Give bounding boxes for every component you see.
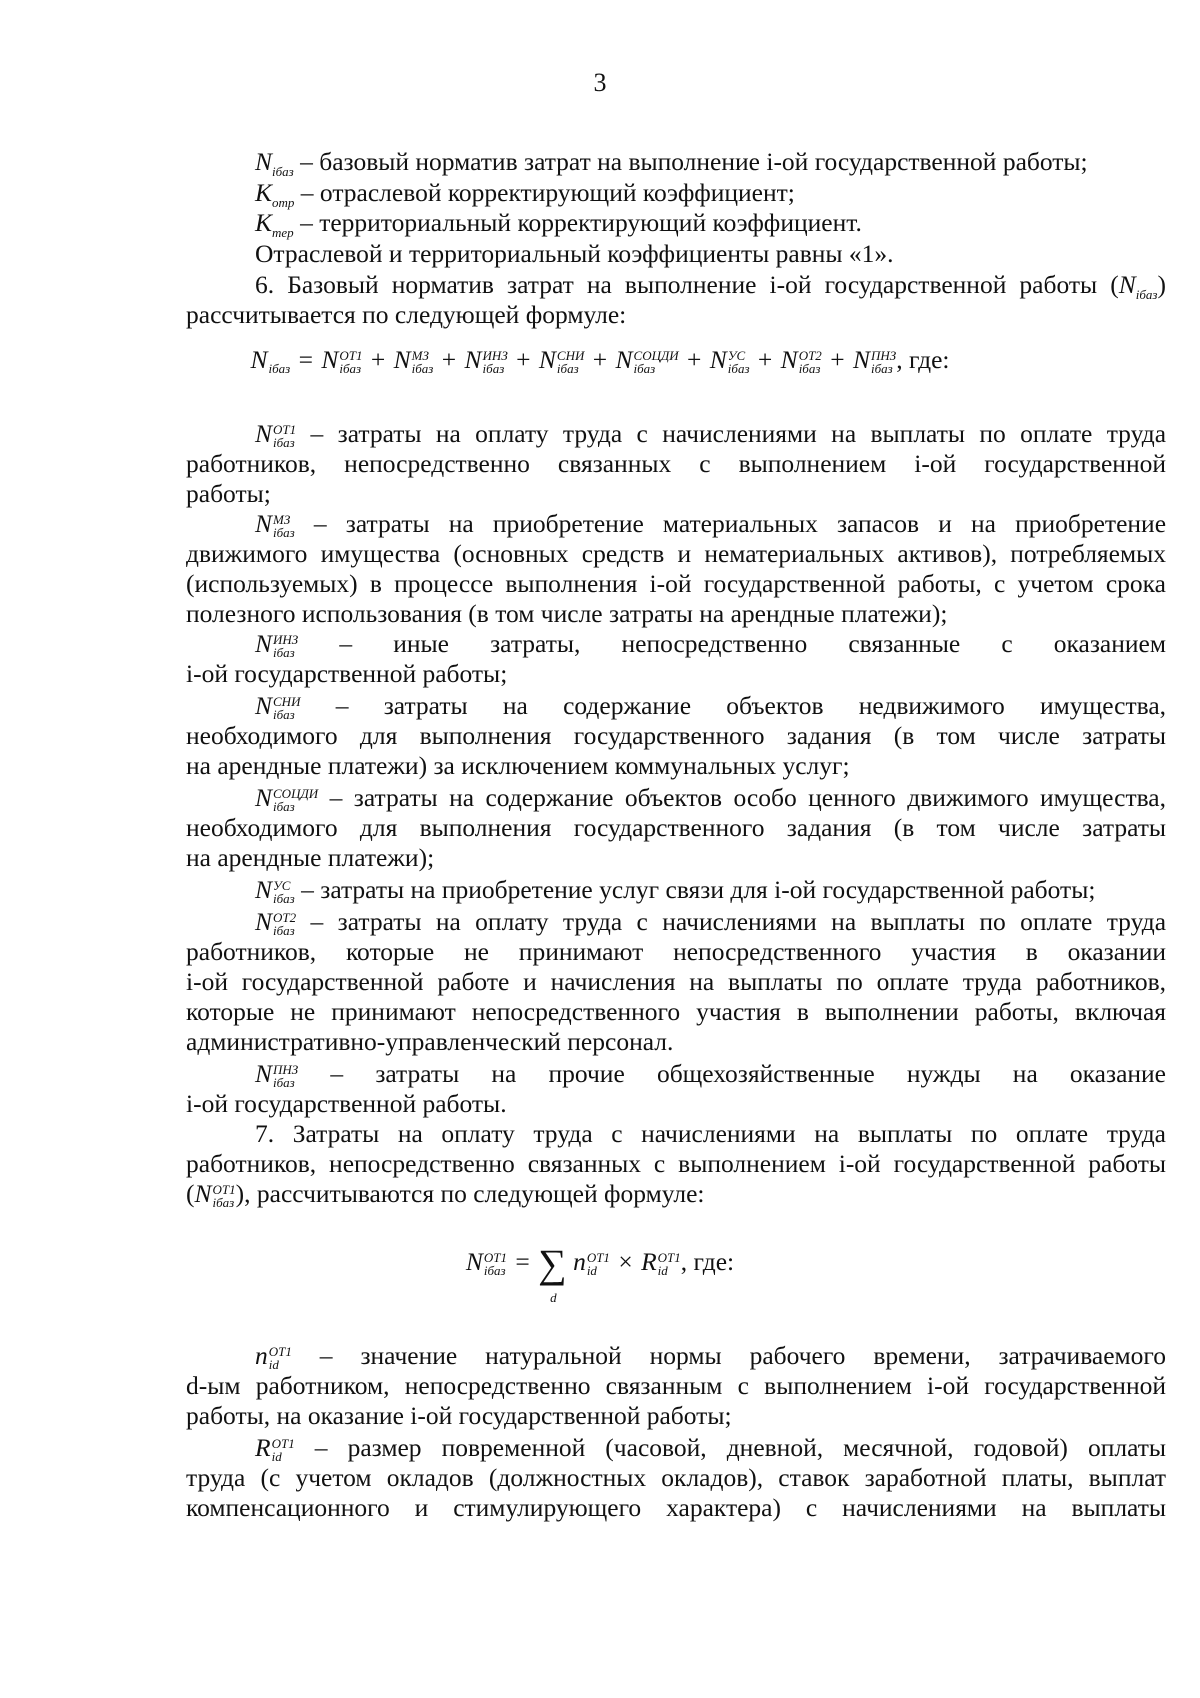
def-n-ot2-line-1: N ОТ2 iбаз – затраты на оплату труда с начислениями на выплаты по оплате труда (255, 907, 1167, 939)
def-n-pnz-line-2: i-ой государственной работы. (186, 1089, 507, 1118)
formula-n-ibaz: N iбаз = N ОТ1 iбаз + N МЗ iбаз + N ИНЗ iбаз + N СНИ iбаз + N СОЦДИ iбаз + N УС iбаз + N ОТ2 iбаз + N ПНЗ iбаз , где: (250, 345, 950, 377)
def-n-socdi-line-3: на арендные платежи); (186, 843, 435, 872)
def-r-id-line-2: труда (с учетом окладов (должностных окладов), ставок заработной платы, выплат (186, 1463, 1166, 1492)
def-n-ot1-line-1: N ОТ1 iбаз – затраты на оплату труда с начислениями на выплаты по оплате труда (255, 419, 1167, 451)
def-n-inz-line-2: i-ой государственной работы; (186, 659, 508, 688)
def-n-sni-line-1: N СНИ iбаз – затраты на содержание объектов недвижимого имущества, (255, 691, 1167, 723)
def-n-sni-line-2: необходимого для выполнения государственного задания (в том числе затраты (186, 721, 1166, 750)
def-n-ibaz: $N_{iбаз}$ – базовый норматив затрат на выполнение i-ой государственной работы; (255, 147, 1088, 180)
def-n-id-line-1: n ОТ1 id – значение натуральной нормы рабочего времени, затрачиваемого (255, 1341, 1166, 1373)
def-n-ot2-line-4: которые не принимают непосредственного участия в выполнении работы, включая (186, 997, 1166, 1026)
def-n-us-line-1: N УС iбаз – затраты на приобретение услуг связи для i-ой государственной работы; (255, 875, 1096, 907)
def-n-mz-line-1: N МЗ iбаз – затраты на приобретение материальных запасов и на приобретение (255, 509, 1167, 541)
def-n-mz-line-4: полезного использования (в том числе затраты на арендные платежи); (186, 599, 948, 628)
paragraph-6-line-1: 6. Базовый норматив затрат на выполнение i-ой государственной работы $(N_{iбаз})$ (255, 270, 1166, 303)
def-n-sni-line-3: на арендные платежи) за исключением коммунальных услуг; (186, 751, 850, 780)
symbol-n-ibaz: $N_{iбаз}$ (255, 147, 294, 180)
def-n-ot2-line-3: i-ой государственной работе и начисления на выплаты по оплате труда работников, (186, 967, 1166, 996)
paragraph-6-line-2: рассчитывается по следующей формуле: (186, 300, 627, 329)
symbol-k-otr: $K_{отр}$ (255, 178, 295, 211)
def-n-mz-line-2: движимого имущества (основных средств и нематериальных активов), потребляемых (186, 539, 1166, 568)
def-n-ot1-line-2: работников, непосредственно связанных с выполнением i-ой государственной (186, 449, 1166, 478)
def-n-id-line-2: d-ым работником, непосредственно связанным с выполнением i-ой государственной (186, 1371, 1166, 1400)
symbol-k-ter: $K_{тер}$ (255, 208, 294, 241)
def-n-id-line-3: работы, на оказание i-ой государственной работы; (186, 1401, 732, 1430)
def-r-id-line-3: компенсационного и стимулирующего характера) с начислениями на выплаты (186, 1493, 1166, 1522)
paragraph-7-line-2: работников, непосредственно связанных с выполнением i-ой государственной работы (186, 1149, 1166, 1178)
def-n-ot2-line-5: административно-управленческий персонал. (186, 1027, 674, 1056)
paragraph-7-line-3: (N ОТ1 iбаз ), рассчитываются по следующей формуле: (186, 1179, 705, 1211)
paragraph-7-line-1: 7. Затраты на оплату труда с начислениями на выплаты по оплате труда (255, 1119, 1166, 1148)
def-n-pnz-line-1: N ПНЗ iбаз – затраты на прочие общехозяйственные нужды на оказание (255, 1059, 1167, 1091)
def-n-ot1-line-3: работы; (186, 479, 271, 508)
def-k-ter: $K_{тер}$ – территориальный корректирующий коэффициент. (255, 208, 862, 241)
def-n-socdi-line-1: N СОЦДИ iбаз – затраты на содержание объектов особо ценного движимого имущества, (255, 783, 1166, 815)
def-n-inz-line-1: N ИНЗ iбаз – иные затраты, непосредственно связанные с оказанием (255, 629, 1166, 661)
def-n-mz-line-3: (используемых) в процессе выполнения i-ой государственной работы, с учетом срока (186, 569, 1166, 598)
sum-sign: ∑ d (538, 1241, 567, 1305)
coefficients-note: Отраслевой и территориальный коэффициенты равны «1». (255, 239, 894, 268)
def-n-ot2-line-2: работников, которые не принимают непосредственного участия в оказании (186, 937, 1166, 966)
formula-n-ot1: N ОТ1 iбаз = ∑ d n ОТ1 id × R ОТ1 id , где: (465, 1241, 735, 1305)
def-k-otr: $K_{отр}$ – отраслевой корректирующий коэффициент; (255, 178, 795, 211)
def-n-socdi-line-2: необходимого для выполнения государственного задания (в том числе затраты (186, 813, 1166, 842)
page-number: 3 (593, 68, 607, 97)
def-r-id-line-1: R ОТ1 id – размер повременной (часовой, дневной, месячной, годовой) оплаты (255, 1433, 1167, 1465)
